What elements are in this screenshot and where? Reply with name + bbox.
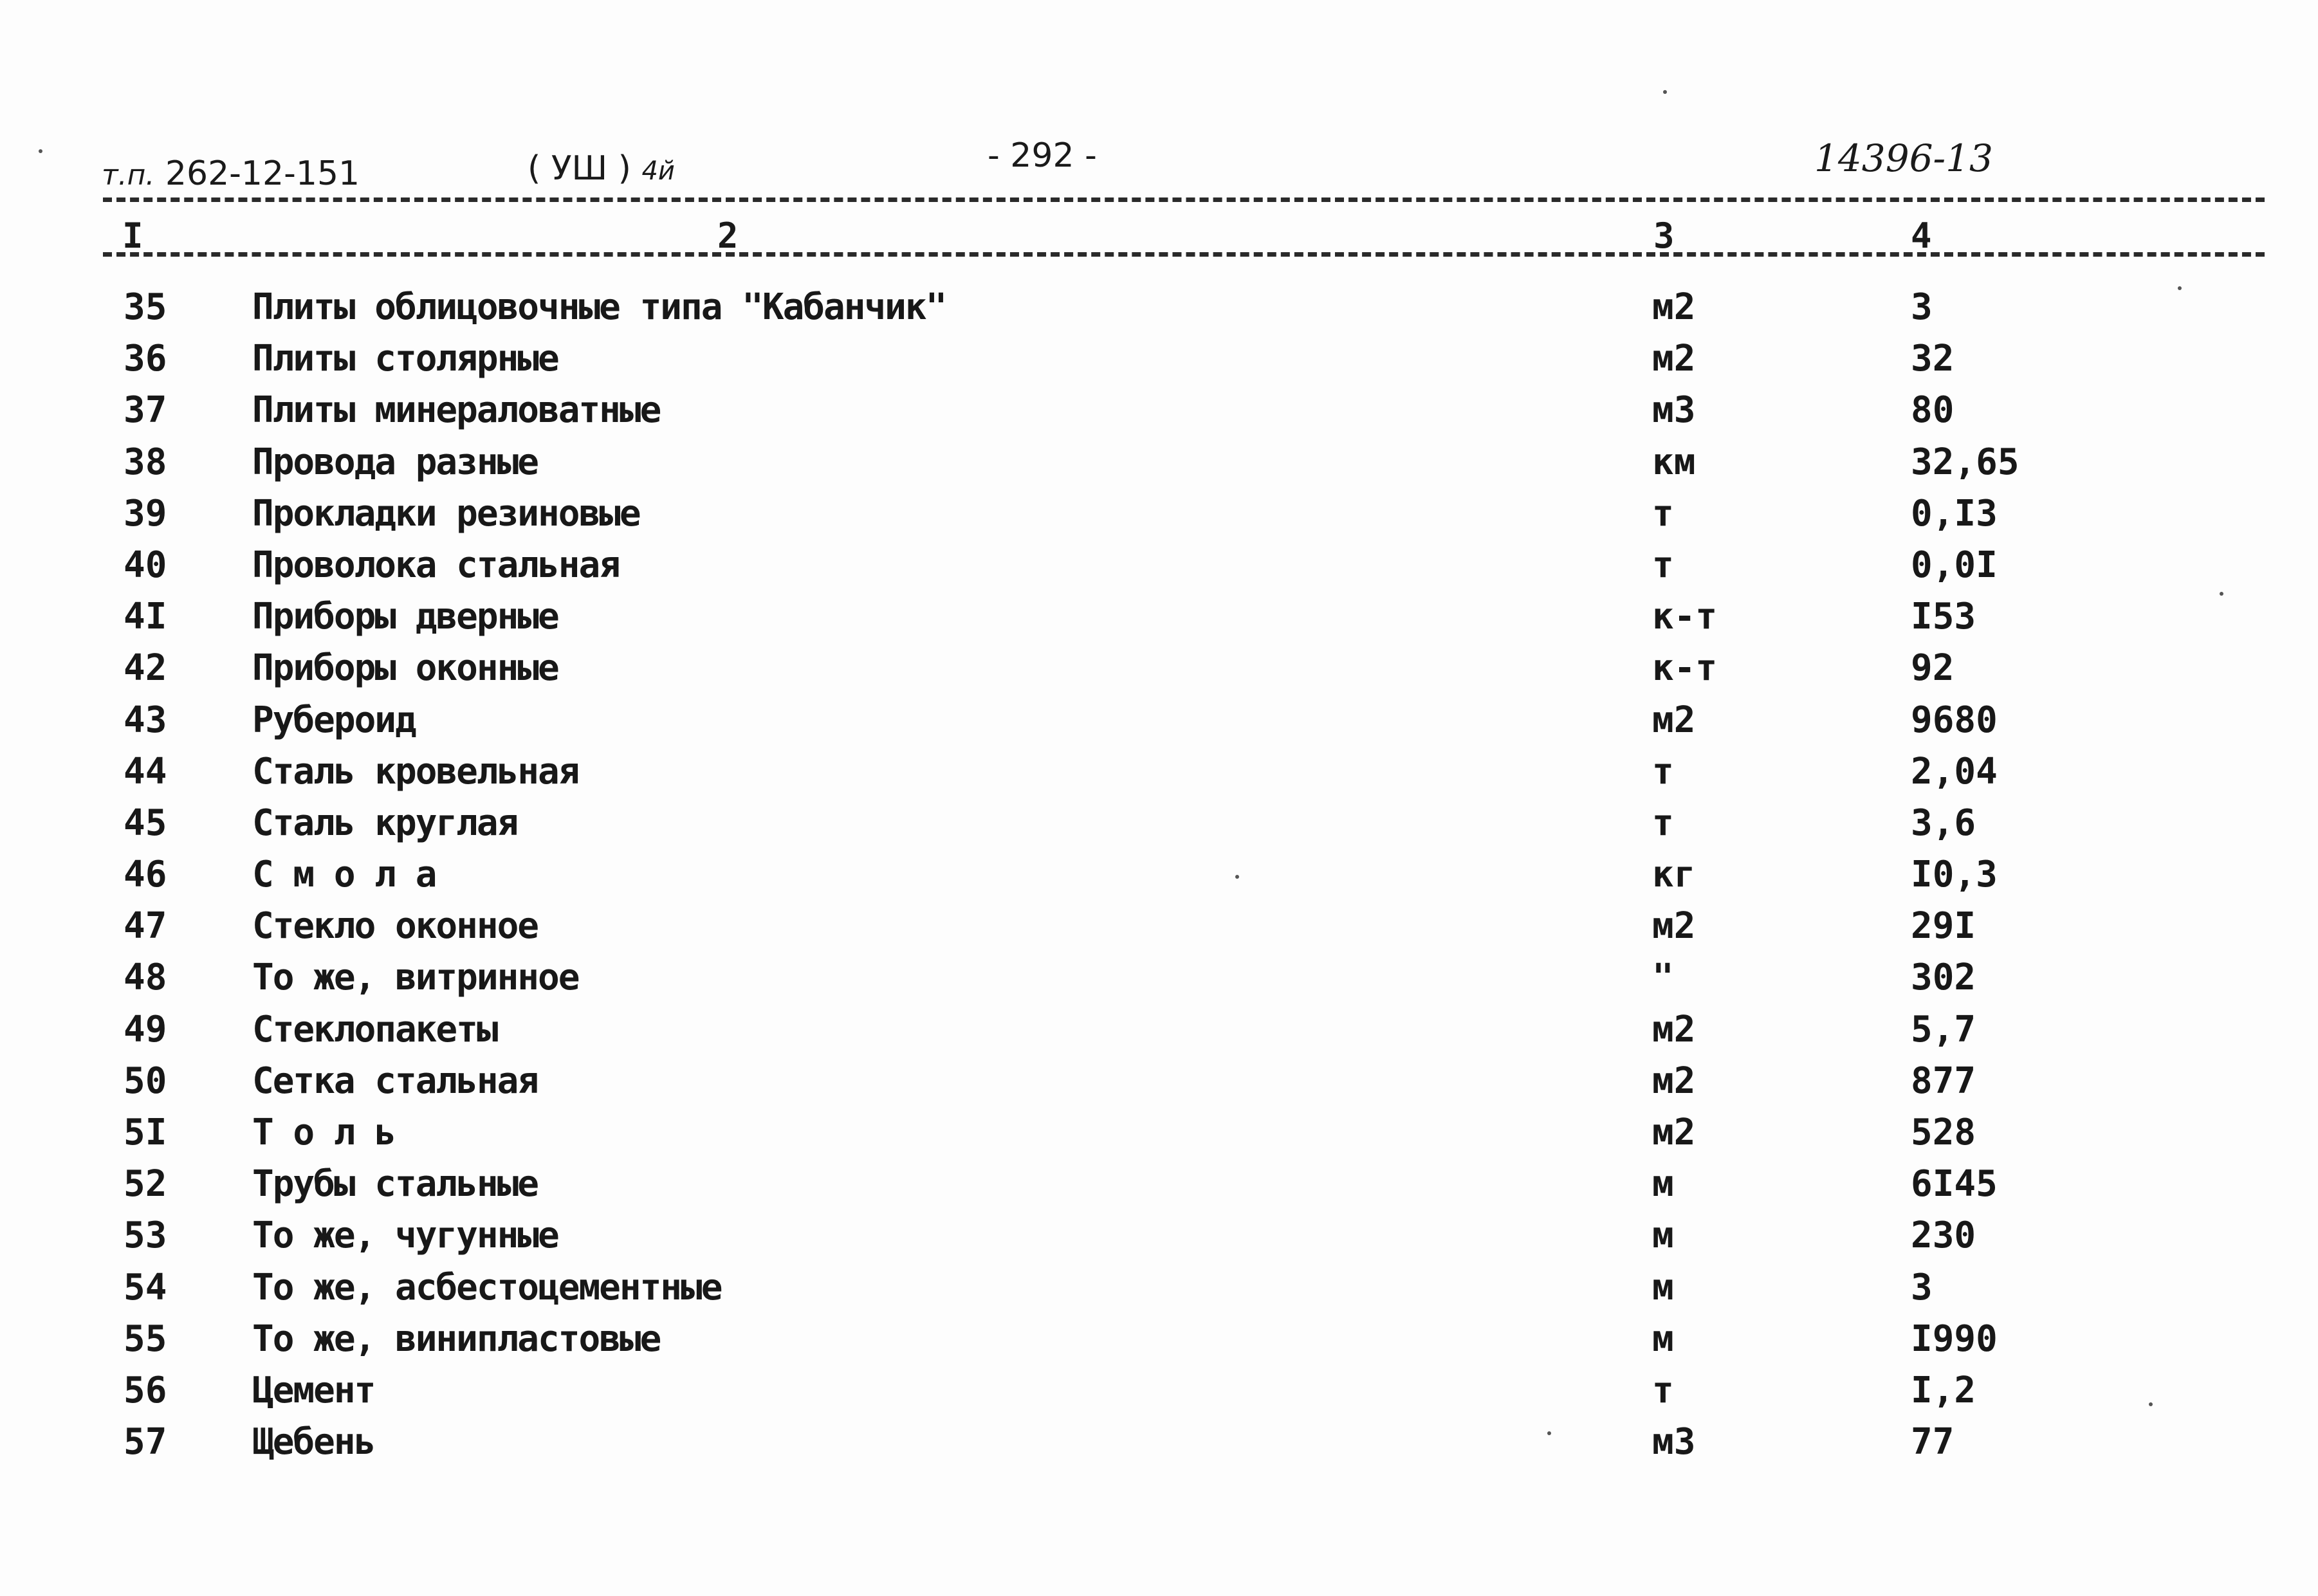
- unit-of-measure: м2: [1652, 1059, 1696, 1102]
- table-row: [0, 333, 2318, 385]
- unit-of-measure: км: [1652, 441, 1696, 483]
- table-row: [0, 798, 2318, 849]
- reference-prefix: т.п.: [102, 159, 155, 192]
- row-number: 4I: [124, 596, 167, 638]
- quantity: 32: [1911, 338, 1955, 380]
- quantity: 92: [1911, 647, 1955, 690]
- quantity: 230: [1911, 1215, 1976, 1257]
- material-name: Приборы оконные: [252, 647, 558, 690]
- quantity: 6I45: [1911, 1163, 1998, 1206]
- table-row: [0, 540, 2318, 591]
- quantity: 77: [1911, 1421, 1955, 1463]
- row-number: 38: [124, 441, 167, 483]
- table-row: [0, 952, 2318, 1004]
- unit-of-measure: м: [1652, 1266, 1674, 1308]
- row-number: 47: [124, 905, 167, 948]
- unit-of-measure: т: [1652, 1369, 1674, 1411]
- column-number-4: 4: [1911, 216, 1932, 256]
- row-number: 52: [124, 1163, 167, 1206]
- table-row: [0, 1107, 2318, 1159]
- row-number: 44: [124, 750, 167, 793]
- quantity: 3: [1911, 1266, 1933, 1308]
- quantity: 9680: [1911, 699, 1998, 741]
- material-name: Приборы дверные: [252, 596, 558, 638]
- quantity: 0,0I: [1911, 544, 1998, 586]
- row-number: 46: [124, 854, 167, 896]
- material-name: То же, витринное: [252, 957, 579, 999]
- quantity: 302: [1911, 957, 1976, 999]
- unit-of-measure: м2: [1652, 699, 1696, 741]
- sheet-marker-text: ( УШ ): [528, 149, 631, 188]
- table-row: [0, 695, 2318, 746]
- quantity: 877: [1911, 1059, 1976, 1102]
- material-name: То же, чугунные: [252, 1215, 558, 1257]
- material-name: Сталь круглая: [252, 802, 518, 844]
- table-row: [0, 591, 2318, 643]
- scan-speck: [39, 149, 42, 153]
- material-name: Рубероид: [252, 699, 416, 741]
- row-number: 49: [124, 1008, 167, 1050]
- table-row: [0, 643, 2318, 694]
- row-number: 48: [124, 957, 167, 999]
- table-row: [0, 385, 2318, 436]
- unit-of-measure: т: [1652, 544, 1674, 586]
- scan-speck: [2220, 592, 2223, 596]
- material-name: Прокладки резиновые: [252, 492, 640, 535]
- quantity: 528: [1911, 1112, 1976, 1153]
- table-row: [0, 282, 2318, 333]
- column-number-2: 2: [717, 216, 739, 256]
- row-number: 42: [124, 647, 167, 690]
- material-name: Стеклопакеты: [252, 1008, 497, 1050]
- material-name: Сетка стальная: [252, 1059, 538, 1102]
- table-row: [0, 1365, 2318, 1417]
- material-name: Т о л ь: [252, 1112, 396, 1153]
- sheet-marker: [528, 149, 675, 188]
- unit-of-measure: м2: [1652, 1112, 1696, 1153]
- material-name: Стекло оконное: [252, 905, 538, 948]
- unit-of-measure: м2: [1652, 1008, 1696, 1050]
- row-number: 54: [124, 1266, 167, 1308]
- quantity: I990: [1911, 1317, 1998, 1360]
- table-row: [0, 901, 2318, 952]
- quantity: 0,I3: [1911, 492, 1998, 535]
- material-name: Сталь кровельная: [252, 750, 579, 793]
- material-name: Плиты столярные: [252, 338, 558, 380]
- scan-speck: [1663, 90, 1667, 94]
- unit-of-measure: т: [1652, 802, 1674, 844]
- unit-of-measure: к-т: [1652, 647, 1718, 690]
- quantity: I0,3: [1911, 854, 1998, 896]
- unit-of-measure: м2: [1652, 286, 1696, 328]
- row-number: 56: [124, 1369, 167, 1411]
- row-number: 53: [124, 1215, 167, 1257]
- material-name: Проволока стальная: [252, 544, 620, 586]
- column-number-3: 3: [1653, 216, 1675, 256]
- table-row: [0, 488, 2318, 540]
- row-number: 36: [124, 338, 167, 380]
- material-name: Плиты облицовочные типа "Кабанчик": [252, 286, 946, 328]
- unit-of-measure: м: [1652, 1317, 1674, 1360]
- quantity: 2,04: [1911, 750, 1998, 793]
- unit-of-measure: м: [1652, 1215, 1674, 1257]
- row-number: 35: [124, 286, 167, 328]
- unit-of-measure: м3: [1652, 389, 1696, 432]
- row-number: 55: [124, 1317, 167, 1360]
- table-row: [0, 849, 2318, 901]
- scan-speck: [1547, 1431, 1551, 1435]
- quantity: 80: [1911, 389, 1955, 432]
- unit-of-measure: т: [1652, 750, 1674, 793]
- unit-of-measure: м2: [1652, 338, 1696, 380]
- quantity: 5,7: [1911, 1008, 1976, 1050]
- unit-of-measure: ": [1652, 957, 1674, 999]
- column-number-1: I: [122, 216, 143, 256]
- unit-of-measure: м2: [1652, 905, 1696, 948]
- table-row: [0, 1159, 2318, 1210]
- header-rule-top: [103, 197, 2265, 202]
- material-name: С м о л а: [252, 854, 436, 896]
- quantity: 32,65: [1911, 441, 2019, 483]
- scan-speck: [2149, 1402, 2153, 1406]
- unit-of-measure: м: [1652, 1163, 1674, 1206]
- row-number: 50: [124, 1059, 167, 1102]
- table-row: [0, 1056, 2318, 1107]
- scan-speck: [1235, 875, 1239, 879]
- quantity: I53: [1911, 596, 1976, 638]
- quantity: 3,6: [1911, 802, 1976, 844]
- material-name: Щебень: [252, 1421, 375, 1463]
- table-row: [0, 746, 2318, 798]
- row-number: 45: [124, 802, 167, 844]
- table-row: [0, 437, 2318, 488]
- material-name: Провода разные: [252, 441, 538, 483]
- page-number: - 292 -: [988, 136, 1097, 175]
- row-number: 37: [124, 389, 167, 432]
- materials-table: [0, 282, 2318, 1468]
- table-row: [0, 1417, 2318, 1468]
- material-name: Плиты минераловатные: [252, 389, 661, 432]
- reference-number: 262-12-151: [165, 154, 360, 193]
- material-name: Трубы стальные: [252, 1163, 538, 1206]
- document-code: 14396-13: [1814, 136, 1993, 180]
- sheet-note: 4й: [641, 156, 675, 186]
- unit-of-measure: кг: [1652, 854, 1696, 896]
- row-number: 43: [124, 699, 167, 741]
- material-name: То же, асбестоцементные: [252, 1266, 722, 1308]
- table-row: [0, 1262, 2318, 1314]
- document-reference: [102, 154, 360, 193]
- material-name: То же, винипластовые: [252, 1317, 661, 1360]
- material-name: Цемент: [252, 1369, 375, 1411]
- quantity: I,2: [1911, 1369, 1976, 1411]
- row-number: 5I: [124, 1112, 167, 1153]
- table-row: [0, 1314, 2318, 1365]
- scan-speck: [2178, 286, 2182, 290]
- row-number: 40: [124, 544, 167, 586]
- table-row: [0, 1210, 2318, 1261]
- quantity: 29I: [1911, 905, 1976, 948]
- table-row: [0, 1004, 2318, 1056]
- header-rule-bottom: [103, 252, 2265, 257]
- unit-of-measure: м3: [1652, 1421, 1696, 1463]
- row-number: 57: [124, 1421, 167, 1463]
- unit-of-measure: к-т: [1652, 596, 1718, 638]
- unit-of-measure: т: [1652, 492, 1674, 535]
- quantity: 3: [1911, 286, 1933, 328]
- row-number: 39: [124, 492, 167, 535]
